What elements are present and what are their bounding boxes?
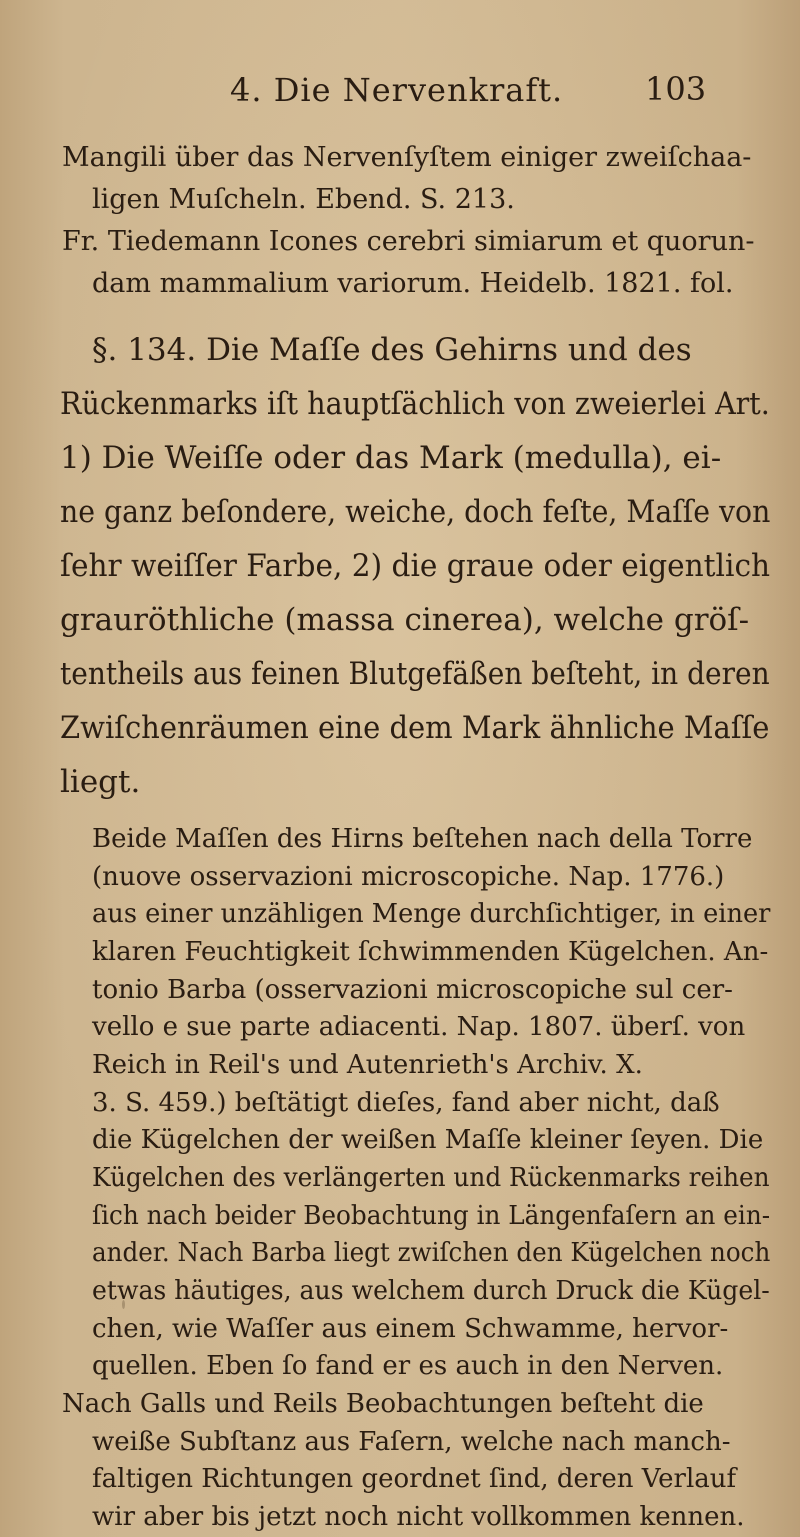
body-line: ne ganz beſondere, weiche, doch feſte, Maſſe von: [60, 494, 771, 530]
note-line: quellen. Eben ſo fand er es auch in den Nerven.: [92, 1351, 724, 1381]
body-line: grauröthliche (massa cinerea), welche gröſ-: [60, 602, 750, 638]
paper-speck: [560, 1470, 562, 1476]
paper-speck: [122, 1300, 125, 1309]
ref-line: ligen Muſcheln. Ebend. S. 213.: [92, 184, 515, 215]
section-heading: §. 134. Die Maſſe des Gehirns und des: [92, 332, 692, 368]
note-line: etwas häutiges, aus welchem durch Druck die Kügel-: [92, 1276, 770, 1306]
note-line: wir aber bis jetzt noch nicht vollkommen kennen.: [92, 1502, 745, 1532]
body-line: ſehr weiſſer Farbe, 2) die graue oder eigentlich: [60, 548, 771, 584]
body-line: liegt.: [60, 764, 141, 800]
note-line: weiße Subſtanz aus Faſern, welche nach manch-: [92, 1427, 731, 1457]
note-line: ander. Nach Barba liegt zwiſchen den Kügelchen noch: [92, 1238, 771, 1268]
ref-line: dam mammalium variorum. Heidelb. 1821. fol.: [92, 268, 734, 299]
ref-line: Fr. Tiedemann Icones cerebri simiarum et quorun-: [62, 226, 755, 257]
note-line: chen, wie Waſſer aus einem Schwamme, hervor-: [92, 1314, 729, 1344]
body-line: 1) Die Weiſſe oder das Mark (medulla), ei-: [60, 440, 722, 476]
body-line: Zwiſchenräumen eine dem Mark ähnliche Maſſe: [60, 710, 770, 746]
note-line: Nach Galls und Reils Beobachtungen beſteht die: [62, 1389, 704, 1419]
note-line: (nuove osservazioni microscopiche. Nap. 1776.): [92, 862, 725, 892]
note-line: klaren Feuchtigkeit ſchwimmenden Kügelchen. An-: [92, 937, 769, 967]
ref-line: Mangili über das Nervenſyſtem einiger zweiſchaa-: [62, 142, 752, 173]
note-line: Kügelchen des verlängerten und Rückenmarks reihen: [92, 1163, 770, 1193]
note-line: tonio Barba (osservazioni microscopiche sul cer-: [92, 975, 733, 1005]
note-line: ſich nach beider Beobachtung in Längenfaſern an ein-: [92, 1201, 771, 1231]
note-line: faltigen Richtungen geordnet ſind, deren Verlauf: [92, 1464, 737, 1494]
body-line: tentheils aus feinen Blutgefäßen beſteht, in deren: [60, 656, 770, 692]
note-line: Reich in Reil's und Autenrieth's Archiv. X.: [92, 1050, 643, 1080]
note-line: die Kügelchen der weißen Maſſe kleiner ſeyen. Die: [92, 1125, 764, 1155]
note-line: Beide Maſſen des Hirns beſtehen nach della Torre: [92, 824, 753, 854]
note-line: 3. S. 459.) beſtätigt dieſes, fand aber nicht, daß: [92, 1088, 720, 1118]
body-line: Rückenmarks iſt hauptſächlich von zweierlei Art.: [60, 386, 770, 422]
note-line: aus einer unzähligen Menge durchſichtiger, in einer: [92, 899, 771, 929]
running-title: 4. Die Nervenkraft.: [230, 71, 564, 109]
page-number: 103: [645, 70, 707, 108]
note-line: vello e sue parte adiacenti. Nap. 1807. überſ. von: [92, 1012, 746, 1042]
